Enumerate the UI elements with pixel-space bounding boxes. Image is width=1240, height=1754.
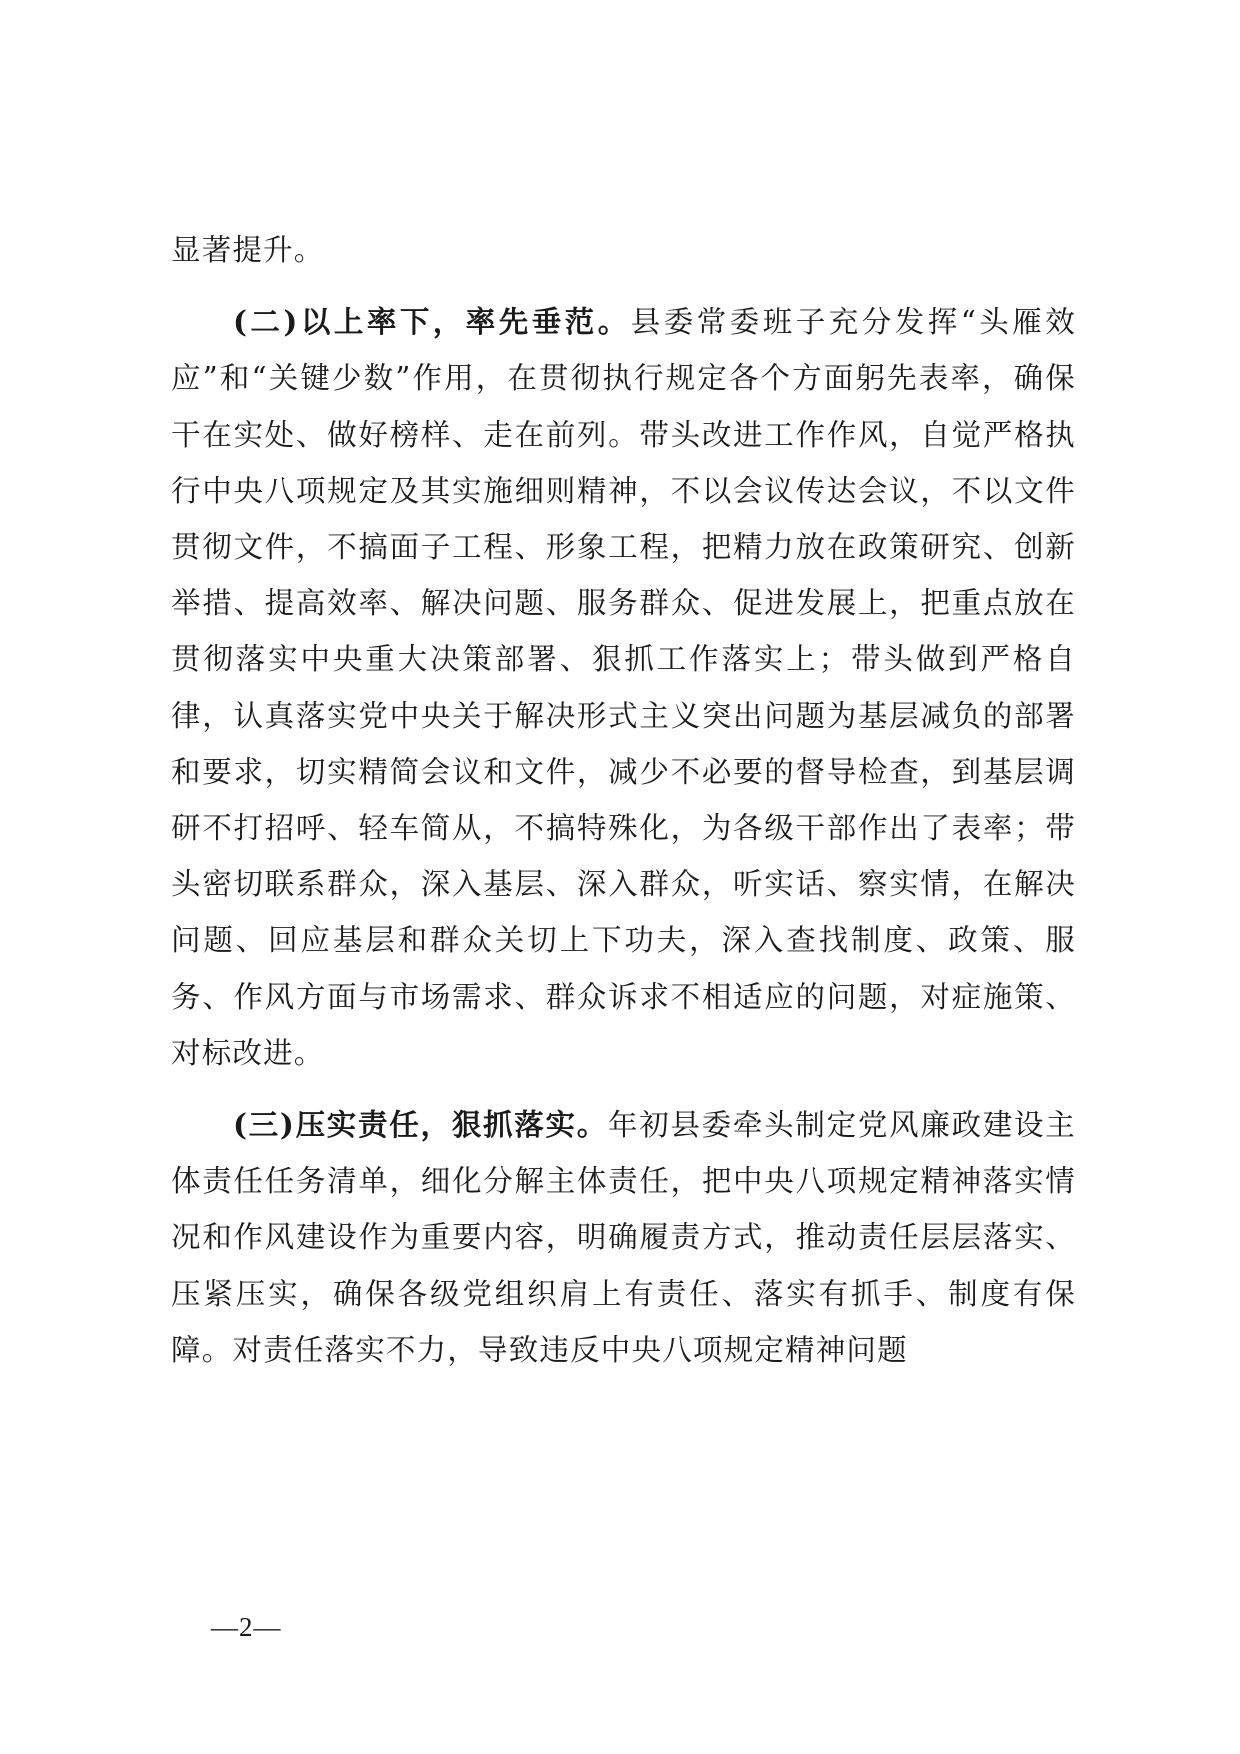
page-number: —2— (211, 1612, 282, 1642)
document-body (171, 222, 1076, 1378)
paragraph-continuation (171, 222, 1076, 278)
section-heading: (三)压实责任，狠抓落实。 (232, 1107, 608, 1143)
paragraph-text: 年初县委牵头制定党风廉政建设主体责任任务清单，细化分解主体责任，把中央八项规定精神落实情况和作风建设作为重要内容，明确履责方式，推动责任层层落实、压紧压实，确保各级党组织肩上有责任、落实有抓手、制度有保障。对责任落实不力，导致违反中央八项规定精神问题 (171, 1108, 1076, 1367)
paragraph-section-3 (171, 1097, 1076, 1378)
paragraph-text: 显著提升。 (171, 233, 325, 267)
paragraph-section-2 (171, 294, 1076, 1081)
section-heading: (二)以上率下，率先垂范。 (232, 304, 631, 340)
paragraph-text: 县委常委班子充分发挥“头雁效应”和“关键少数”作用，在贯彻执行规定各个方面躬先表率，确保干在实处、做好榜样、走在前列。带头改进工作作风，自觉严格执行中央八项规定及其实施细则精神，不以会议传达会议，不以文件贯彻文件，不搞面子工程、形象工程，把精力放在政策研究、创新举措、提高效率、解决问题、服务群众、促进发展上，把重点放在贯彻落实中央重大决策部署、狠抓工作落实上；带头做到严格自律，认真落实党中央关于解决形式主义突出问题为基层减负的部署和要求，切实精简会议和文件，减少不必要的督导检查，到基层调研不打招呼、轻车简从，不搞特殊化，为各级干部作出了表率；带头密切联系群众，深入基层、深入群众，听实话、察实情，在解决问题、回应基层和群众关切上下功夫，深入查找制度、政策、服务、作风方面与市场需求、群众诉求不相适应的问题，对症施策、对标改进。 (171, 305, 1076, 1070)
